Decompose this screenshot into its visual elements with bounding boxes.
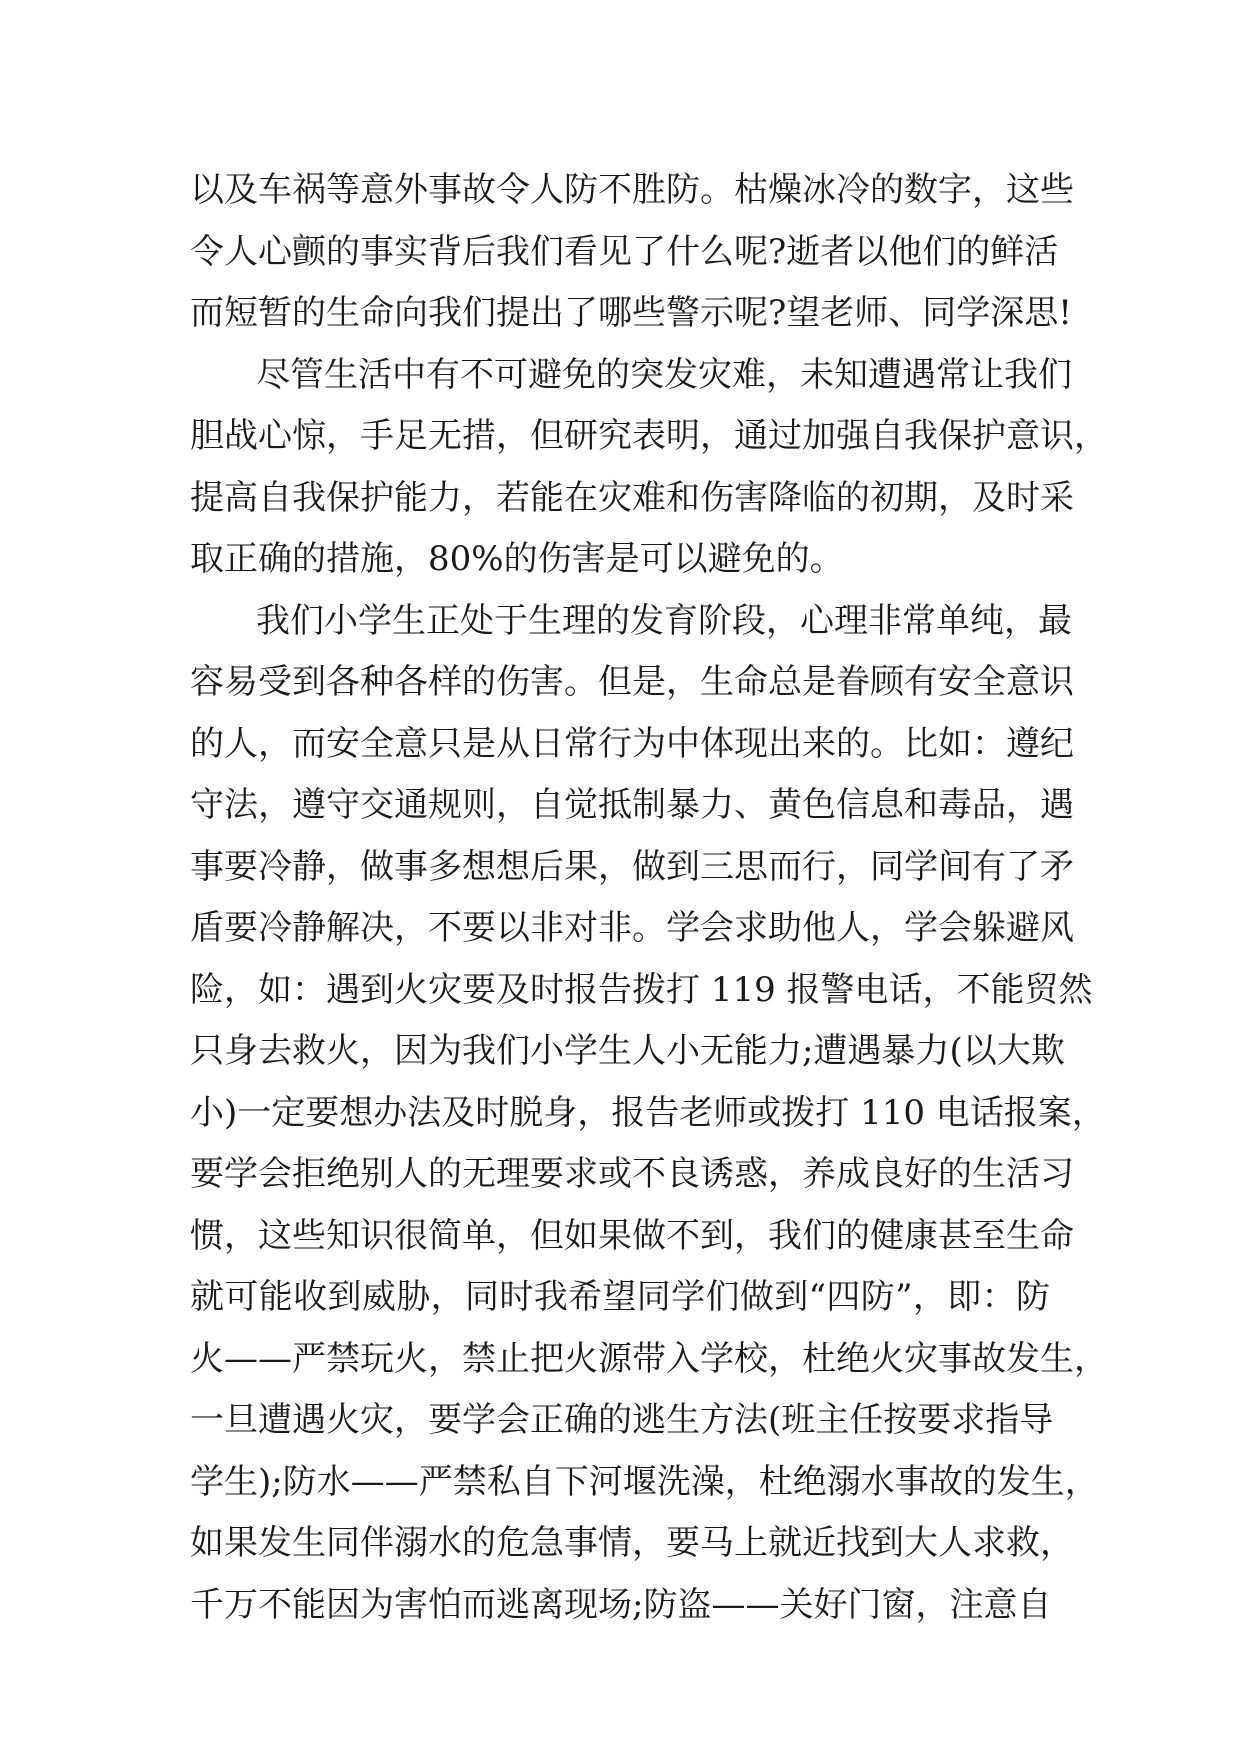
- text-line: 小)一定要想办法及时脱身，报告老师或拨打 110 电话报案，: [190, 1092, 1106, 1133]
- paragraph-last-line: 取正确的措施，80%的伤害是可以避免的。: [190, 539, 844, 579]
- text-line: 以及车祸等意外事故令人防不胜防。枯燥冰冷的数字，这些: [190, 170, 1074, 210]
- text-line: 事要冷静，做事多想想后果，做到三思而行，同学间有了矛: [190, 846, 1074, 887]
- text-line: 就可能收到威胁，同时我希望同学们做到“四防”，即：防: [190, 1277, 1050, 1317]
- text-line: 一旦遭遇火灾，要学会正确的逃生方法(班主任按要求指导: [190, 1400, 1054, 1440]
- text-line: 火——严禁玩火，禁止把火源带入学校，杜绝火灾事故发生，: [190, 1338, 1108, 1379]
- text-line: 容易受到各种各样的伤害。但是，生命总是眷顾有安全意识: [190, 662, 1074, 702]
- text-line: 千万不能因为害怕而逃离现场;防盗——关好门窗，注意自: [190, 1584, 1052, 1625]
- text-line: 要学会拒绝别人的无理要求或不良诱惑，养成良好的生活习: [190, 1154, 1074, 1194]
- text-line: 盾要冷静解决，不要以非对非。学会求助他人，学会躲避风: [190, 908, 1074, 948]
- text-line: 学生);防水——严禁私自下河堰洗澡，杜绝溺水事故的发生，: [190, 1461, 1099, 1502]
- text-line: 只身去救火，因为我们小学生人小无能力;遭遇暴力(以大欺: [190, 1031, 1065, 1071]
- text-line: 如果发生同伴溺水的危急事情，要马上就近找到大人求救，: [190, 1523, 1074, 1563]
- text-line: 的人，而安全意只是从日常行为中体现出来的。比如：遵纪: [190, 723, 1074, 764]
- text-line: 胆战心惊，手足无措，但研究表明，通过加强自我保护意识，: [190, 416, 1108, 456]
- text-line: 惯，这些知识很简单，但如果做不到，我们的健康甚至生命: [190, 1215, 1074, 1256]
- text-line: 令人心颤的事实背后我们看见了什么呢?逝者以他们的鲜活: [190, 231, 1059, 272]
- paragraph-first-line: 尽管生活中有不可避免的突发灾难，未知遭遇常让我们: [256, 354, 1072, 395]
- text-line: 险，如：遇到火灾要及时报告拨打 119 报警电话，不能贸然: [190, 969, 1093, 1010]
- text-line: 守法，遵守交通规则，自觉抵制暴力、黄色信息和毒品，遇: [190, 785, 1074, 825]
- text-line: 而短暂的生命向我们提出了哪些警示呢?望老师、同学深思!: [190, 293, 1072, 333]
- paragraph-first-line: 我们小学生正处于生理的发育阶段，心理非常单纯，最: [256, 600, 1072, 641]
- document-body: [190, 160, 1108, 1636]
- text-line: 提高自我保护能力，若能在灾难和伤害降临的初期，及时采: [190, 477, 1074, 518]
